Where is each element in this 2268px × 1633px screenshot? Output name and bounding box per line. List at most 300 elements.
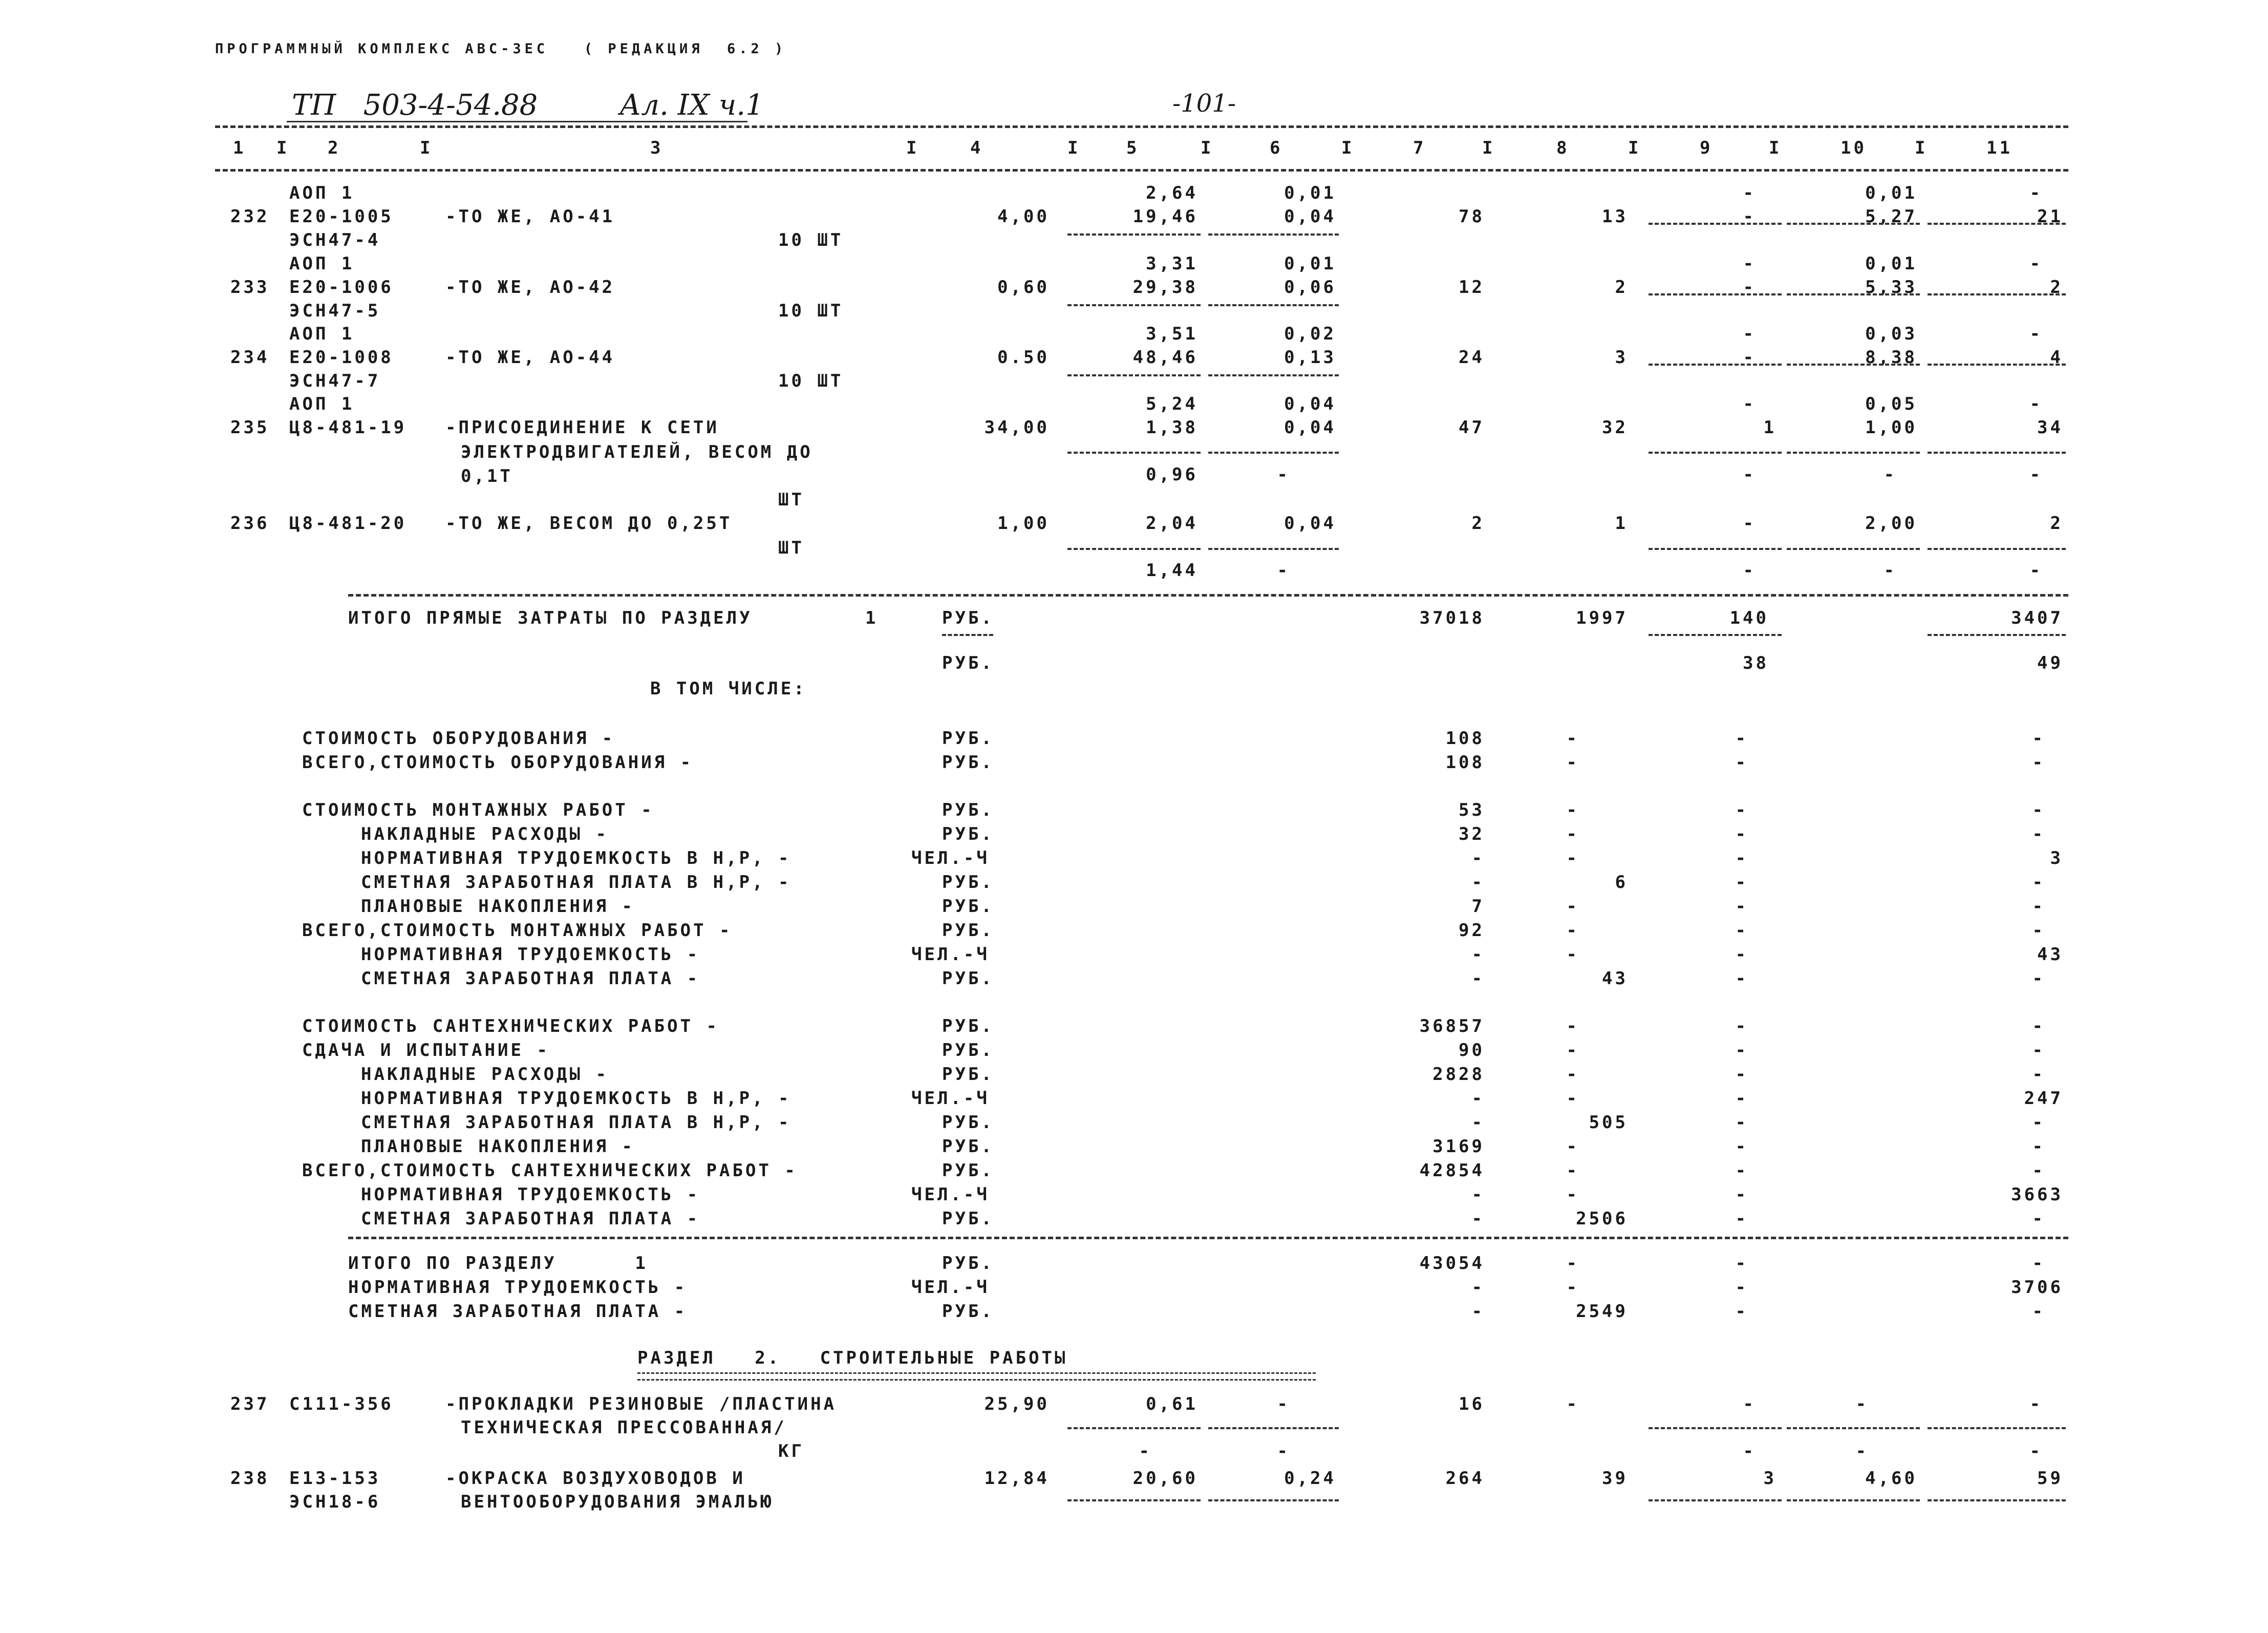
row-dash: [1787, 293, 1920, 295]
row-c8: 3: [1615, 347, 1628, 368]
row-subcode: ЭСН47-4: [289, 230, 381, 250]
summary-c11: 43: [2037, 944, 2063, 965]
row-c8: 39: [1602, 1468, 1628, 1489]
section-2-underline: [637, 1372, 1316, 1381]
row-unit: 10 ШТ: [778, 230, 844, 250]
row-dash: [1067, 304, 1201, 306]
row-c5a: 2,04: [1146, 513, 1198, 534]
summary-c11: -: [2032, 896, 2045, 917]
row-c11a: 59: [2037, 1468, 2063, 1489]
summary-c8: -: [1566, 1040, 1579, 1061]
row-dash: [1208, 234, 1339, 236]
row-dash: [1787, 452, 1920, 454]
row-c10a: 0,01: [1865, 183, 1917, 203]
summary-c11: -: [2032, 800, 2045, 820]
summary-c7: 92: [1459, 920, 1485, 941]
summary-unit: РУБ.: [942, 896, 994, 917]
album-label: Ал. IX ч.1: [619, 89, 764, 122]
row-unit: ШТ: [778, 490, 804, 510]
summary-unit: РУБ.: [942, 872, 994, 893]
row-description: -ТО ЖЕ, АО-41: [445, 206, 615, 227]
summary-c7: -: [1471, 1184, 1485, 1205]
row-prefix: АОП 1: [289, 324, 355, 344]
summary-label: СМЕТНАЯ ЗАРАБОТНАЯ ПЛАТА -: [361, 968, 700, 989]
row-c10b: 5,27: [1865, 206, 1917, 227]
row-c10b: -: [1884, 560, 1897, 581]
summary-c7: -: [1471, 1112, 1485, 1133]
summary-c8: -: [1566, 1016, 1579, 1036]
column-separator: I: [276, 138, 290, 158]
column-separator: I: [1915, 138, 1928, 158]
summary-c7: 108: [1445, 752, 1485, 773]
row-c5b: 1,38: [1146, 417, 1198, 438]
summary-c8: -: [1566, 1088, 1579, 1109]
row-dash: [1067, 548, 1201, 550]
row-description: -ТО ЖЕ, АО-42: [445, 277, 615, 298]
section-2-title: РАЗДЕЛ 2. СТРОИТЕЛЬНЫЕ РАБОТЫ: [637, 1348, 1068, 1368]
row-code: Е20-1006: [289, 277, 394, 298]
summary-unit: ЧЕЛ.-Ч: [911, 848, 990, 868]
summary-label: ПЛАНОВЫЕ НАКОПЛЕНИЯ -: [361, 1136, 635, 1157]
row-quantity: 0.50: [997, 347, 1050, 368]
row-c6a: 0,04: [1284, 394, 1336, 414]
row-dash: [1928, 452, 2066, 454]
row-quantity: 1,00: [997, 513, 1050, 534]
total-direct-dash: [942, 634, 993, 636]
summary-unit: РУБ.: [942, 752, 994, 773]
row-dash: [1208, 1499, 1339, 1501]
total-direct-label: ИТОГО ПРЯМЫЕ ЗАТРАТЫ ПО РАЗДЕЛУ: [348, 608, 753, 628]
row-c6b: -: [1277, 560, 1290, 581]
row-c11a: -: [2029, 183, 2043, 203]
column-number: 5: [1126, 138, 1140, 158]
summary-c11: -: [2032, 728, 2045, 749]
column-separator: I: [1067, 138, 1081, 158]
row-quantity: 12,84: [984, 1468, 1050, 1489]
row-c8: 1: [1615, 513, 1628, 534]
summary-c8: -: [1566, 896, 1579, 917]
row-dash: [1208, 1427, 1339, 1429]
row-dash: [1067, 452, 1201, 454]
summary-c11: -: [2032, 968, 2045, 989]
summary-c11: -: [2032, 1136, 2045, 1157]
row-dash: [1928, 1427, 2066, 1429]
row-number: 236: [230, 513, 270, 534]
row-c9b: -: [1743, 347, 1756, 368]
column-number: 8: [1556, 138, 1570, 158]
summary-c8: 43: [1602, 968, 1628, 989]
row-unit: 10 ШТ: [778, 301, 844, 321]
row-c7: 78: [1459, 206, 1485, 227]
summary-unit: РУБ.: [942, 1160, 994, 1181]
row-number: 235: [230, 417, 270, 438]
row-c9c: -: [1743, 464, 1756, 485]
section-total-c11: -: [2032, 1301, 2045, 1322]
summary-label: СДАЧА И ИСПЫТАНИЕ -: [302, 1040, 550, 1061]
row-dash: [1787, 364, 1920, 366]
row-prefix: АОП 1: [289, 394, 355, 414]
row-c11a: -: [2029, 253, 2043, 274]
row-c5a: 3,31: [1146, 253, 1198, 274]
row-c9b: 1: [1763, 417, 1777, 438]
row-c7: 24: [1459, 347, 1485, 368]
summary-c7: -: [1471, 1208, 1485, 1229]
row-quantity: 25,90: [984, 1394, 1050, 1414]
row-prefix: АОП 1: [289, 253, 355, 274]
column-number: 9: [1700, 138, 1713, 158]
row-dash: [1928, 548, 2066, 550]
total-direct-c11b: 49: [2037, 653, 2063, 673]
summary-label: СТОИМОСТЬ САНТЕХНИЧЕСКИХ РАБОТ -: [302, 1016, 720, 1036]
summary-c11: -: [2032, 1112, 2045, 1133]
row-code: Е20-1005: [289, 206, 394, 227]
row-c9b: -: [1743, 206, 1756, 227]
column-separator: I: [1341, 138, 1355, 158]
row-c6b: 0,04: [1284, 417, 1336, 438]
summary-unit: РУБ.: [942, 728, 994, 749]
row-dash: [1649, 548, 1782, 550]
row-dash: [1208, 374, 1339, 376]
summary-label: ВСЕГО,СТОИМОСТЬ САНТЕХНИЧЕСКИХ РАБОТ -: [302, 1160, 798, 1181]
program-title: ПРОГРАММНЫЙ КОМПЛЕКС АВС-3ЕС ( РЕДАКЦИЯ 6.2 ): [215, 41, 787, 57]
row-unit: 10 ШТ: [778, 371, 844, 391]
row-description: 0,1Т: [461, 466, 513, 486]
summary-c9: -: [1735, 1184, 1748, 1205]
summary-c8: -: [1566, 824, 1579, 844]
row-quantity: 0,60: [997, 277, 1050, 298]
total-direct-dash: [1928, 634, 2066, 636]
column-separator: I: [1769, 138, 1782, 158]
row-c10a: 2,00: [1865, 513, 1917, 534]
summary-unit: РУБ.: [942, 824, 994, 844]
row-c7: 47: [1459, 417, 1485, 438]
section-total-c7: -: [1471, 1277, 1485, 1298]
summary-c9: -: [1735, 728, 1748, 749]
summary-c11: -: [2032, 872, 2045, 893]
top-rule: [215, 125, 2068, 128]
summary-c9: -: [1735, 896, 1748, 917]
row-c5a: 2,64: [1146, 183, 1198, 203]
row-c7: 12: [1459, 277, 1485, 298]
row-dash: [1067, 374, 1201, 376]
row-dash: [1067, 234, 1201, 236]
column-separator: I: [1628, 138, 1641, 158]
column-number: 6: [1270, 138, 1283, 158]
section-total-label: ИТОГО ПО РАЗДЕЛУ 1: [348, 1253, 648, 1274]
row-c10b: 8,38: [1865, 347, 1917, 368]
column-number: 11: [1986, 138, 2013, 158]
summary-c9: -: [1735, 1208, 1748, 1229]
summary-label: ПЛАНОВЫЕ НАКОПЛЕНИЯ -: [361, 896, 635, 917]
summary-c7: -: [1471, 848, 1485, 868]
row-c9a: 3: [1763, 1468, 1777, 1489]
summary-c9: -: [1735, 1040, 1748, 1061]
summary-label: СМЕТНАЯ ЗАРАБОТНАЯ ПЛАТА В Н,Р, -: [361, 872, 791, 893]
summary-unit: РУБ.: [942, 1040, 994, 1061]
row-code: Ц8-481-19: [289, 417, 407, 438]
row-c11b: 21: [2037, 206, 2063, 227]
summary-c9: -: [1735, 872, 1748, 893]
row-c11b: 2: [2050, 277, 2063, 298]
summary-c7: 108: [1445, 728, 1485, 749]
row-c6a: 0,01: [1284, 253, 1336, 274]
row-c6a: 0,24: [1284, 1468, 1336, 1489]
summary-c11: -: [2032, 1064, 2045, 1085]
section-total-c8: -: [1566, 1277, 1579, 1298]
summary-c8: -: [1566, 944, 1579, 965]
row-dash: [1649, 452, 1782, 454]
row-dash: [1067, 1427, 1201, 1429]
row-code: Е13-153: [289, 1468, 381, 1489]
row-c9b: -: [1743, 1441, 1756, 1461]
summary-c9: -: [1735, 944, 1748, 965]
summary-label: СТОИМОСТЬ ОБОРУДОВАНИЯ -: [302, 728, 615, 749]
column-number: 1: [233, 138, 246, 158]
row-subcode: ЭСН18-6: [289, 1492, 381, 1512]
summary-label: НОРМАТИВНАЯ ТРУДОЕМКОСТЬ В Н,Р, -: [361, 848, 791, 868]
section-total-c11: -: [2032, 1253, 2045, 1274]
summary-c8: -: [1566, 1136, 1579, 1157]
summary-label: НАКЛАДНЫЕ РАСХОДЫ -: [361, 1064, 609, 1085]
summary-label: ВСЕГО,СТОИМОСТЬ ОБОРУДОВАНИЯ -: [302, 752, 694, 773]
section-total-c9: -: [1735, 1301, 1748, 1322]
row-c6a: 0,02: [1284, 324, 1336, 344]
row-dash: [1649, 364, 1782, 366]
section-total-c9: -: [1735, 1277, 1748, 1298]
row-quantity: 4,00: [997, 206, 1050, 227]
row-description: ВЕНТООБОРУДОВАНИЯ ЭМАЛЬЮ: [461, 1492, 774, 1512]
row-c10a: 0,01: [1865, 253, 1917, 274]
column-separator: I: [1201, 138, 1214, 158]
summary-c7: -: [1471, 944, 1485, 965]
row-c10a: 4,60: [1865, 1468, 1917, 1489]
summary-c7: 2828: [1432, 1064, 1485, 1085]
row-dash: [1649, 223, 1782, 225]
row-c8: 13: [1602, 206, 1628, 227]
row-c5a: 20,60: [1132, 1468, 1198, 1489]
row-c8: 32: [1602, 417, 1628, 438]
row-description: -ТО ЖЕ, АО-44: [445, 347, 615, 368]
row-description: ТЕХНИЧЕСКАЯ ПРЕССОВАННАЯ/: [461, 1417, 787, 1438]
summary-label: СМЕТНАЯ ЗАРАБОТНАЯ ПЛАТА В Н,Р, -: [361, 1112, 791, 1133]
row-c6a: 0,04: [1284, 513, 1336, 534]
summary-c11: -: [2032, 1208, 2045, 1229]
row-c8: 2: [1615, 277, 1628, 298]
column-number: 3: [650, 138, 664, 158]
section-total-c11: 3706: [2011, 1277, 2063, 1298]
summary-label: НОРМАТИВНАЯ ТРУДОЕМКОСТЬ -: [361, 1184, 700, 1205]
summary-label: НОРМАТИВНАЯ ТРУДОЕМКОСТЬ В Н,Р, -: [361, 1088, 791, 1109]
summary-unit: ЧЕЛ.-Ч: [911, 944, 990, 965]
row-c5a: 5,24: [1146, 394, 1198, 414]
row-dash: [1649, 293, 1782, 295]
row-number: 232: [230, 206, 270, 227]
row-c5a: 3,51: [1146, 324, 1198, 344]
row-c6c: -: [1277, 464, 1290, 485]
row-c11b: -: [2029, 560, 2043, 581]
row-description: -ТО ЖЕ, ВЕСОМ ДО 0,25Т: [445, 513, 733, 534]
summary-c11: -: [2032, 752, 2045, 773]
summary-c7: 3169: [1432, 1136, 1485, 1157]
summary-c7: -: [1471, 968, 1485, 989]
total-direct-unit-2: РУБ.: [942, 653, 994, 673]
row-code: Ц8-481-20: [289, 513, 407, 534]
summary-c8: 2506: [1576, 1208, 1628, 1229]
including-label: В ТОМ ЧИСЛЕ:: [650, 678, 807, 699]
row-c9a: -: [1743, 513, 1756, 534]
doc-code: ТП 503-4-54.88: [292, 89, 538, 122]
summary-label: СТОИМОСТЬ МОНТАЖНЫХ РАБОТ -: [302, 800, 654, 820]
section-total-label: НОРМАТИВНАЯ ТРУДОЕМКОСТЬ -: [348, 1277, 688, 1298]
summary-c9: -: [1735, 848, 1748, 868]
column-number: 10: [1841, 138, 1867, 158]
row-c5b: 48,46: [1132, 347, 1198, 368]
row-c7: 16: [1459, 1394, 1485, 1414]
summary-c11: -: [2032, 1016, 2045, 1036]
row-description: -ПРОКЛАДКИ РЕЗИНОВЫЕ /ПЛАСТИНА: [445, 1394, 837, 1414]
summary-c8: -: [1566, 1184, 1579, 1205]
row-c6b: 0,13: [1284, 347, 1336, 368]
summary-c11: 3: [2050, 848, 2063, 868]
row-c11a: -: [2029, 324, 2043, 344]
summary-c11: -: [2032, 920, 2045, 941]
summary-c7: 90: [1459, 1040, 1485, 1061]
row-c11a: 2: [2050, 513, 2063, 534]
section-total-unit: ЧЕЛ.-Ч: [911, 1277, 990, 1298]
section-total-rule: [348, 1237, 2068, 1239]
summary-c11: 3663: [2011, 1184, 2063, 1205]
column-separator: I: [420, 138, 433, 158]
section-total-c8: -: [1566, 1253, 1579, 1274]
row-description: -ПРИСОЕДИНЕНИЕ К СЕТИ: [445, 417, 719, 438]
summary-c9: -: [1735, 1112, 1748, 1133]
row-c5b: 19,46: [1132, 206, 1198, 227]
summary-c9: -: [1735, 824, 1748, 844]
row-c10c: -: [1884, 464, 1897, 485]
row-c9b: -: [1743, 277, 1756, 298]
section-total-c7: 43054: [1419, 1253, 1485, 1274]
summary-unit: РУБ.: [942, 800, 994, 820]
row-c9a: -: [1743, 253, 1756, 274]
row-subcode: ЭСН47-7: [289, 371, 381, 391]
summary-unit: РУБ.: [942, 1016, 994, 1036]
row-c10b: 1,00: [1865, 417, 1917, 438]
row-c6b: 0,04: [1284, 206, 1336, 227]
summary-c7: 42854: [1419, 1160, 1485, 1181]
summary-c11: -: [2032, 824, 2045, 844]
row-dash: [1649, 1427, 1782, 1429]
summary-c9: -: [1735, 1088, 1748, 1109]
row-c8: -: [1566, 1394, 1579, 1414]
total-direct-section: 1: [865, 608, 879, 628]
row-unit: КГ: [778, 1441, 804, 1461]
row-c5b: 29,38: [1132, 277, 1198, 298]
total-direct-c9b: 38: [1743, 653, 1769, 673]
column-separator: I: [1482, 138, 1495, 158]
summary-unit: РУБ.: [942, 1064, 994, 1085]
total-direct-c9a: 140: [1729, 608, 1769, 628]
row-c11a: -: [2029, 1394, 2043, 1414]
total-direct-c11a: 3407: [2011, 608, 2063, 628]
row-dash: [1208, 548, 1339, 550]
row-dash: [1649, 1499, 1782, 1501]
row-c10b: 5,33: [1865, 277, 1917, 298]
summary-label: ВСЕГО,СТОИМОСТЬ МОНТАЖНЫХ РАБОТ -: [302, 920, 733, 941]
row-dash: [1928, 1499, 2066, 1501]
summary-c7: 7: [1471, 896, 1485, 917]
row-quantity: 34,00: [984, 417, 1050, 438]
section-total-c7: -: [1471, 1301, 1485, 1322]
header-rule: [215, 169, 2068, 172]
row-c5a: 0,61: [1146, 1394, 1198, 1414]
row-description: ЭЛЕКТРОДВИГАТЕЛЕЙ, ВЕСОМ ДО: [461, 442, 813, 462]
row-c10a: 0,03: [1865, 324, 1917, 344]
summary-c9: -: [1735, 1160, 1748, 1181]
summary-unit: РУБ.: [942, 1136, 994, 1157]
row-c9a: -: [1743, 183, 1756, 203]
column-separator: I: [906, 138, 919, 158]
total-direct-c7: 37018: [1419, 608, 1485, 628]
summary-c8: -: [1566, 1064, 1579, 1085]
summary-c11: -: [2032, 1040, 2045, 1061]
summary-c9: -: [1735, 1136, 1748, 1157]
summary-c7: -: [1471, 1088, 1485, 1109]
row-c5c: 0,96: [1146, 464, 1198, 485]
column-number: 2: [328, 138, 341, 158]
row-dash: [1067, 1499, 1201, 1501]
row-c10a: 0,05: [1865, 394, 1917, 414]
row-c6a: 0,01: [1284, 183, 1336, 203]
summary-label: СМЕТНАЯ ЗАРАБОТНАЯ ПЛАТА -: [361, 1208, 700, 1229]
row-c10b: -: [1855, 1441, 1869, 1461]
row-dash: [1928, 293, 2066, 295]
row-c11b: 4: [2050, 347, 2063, 368]
row-dash: [1208, 452, 1339, 454]
row-dash: [1787, 548, 1920, 550]
summary-unit: ЧЕЛ.-Ч: [911, 1088, 990, 1109]
row-number: 233: [230, 277, 270, 298]
row-c11c: -: [2029, 464, 2043, 485]
summary-c9: -: [1735, 752, 1748, 773]
summary-c9: -: [1735, 968, 1748, 989]
section-total-c9: -: [1735, 1253, 1748, 1274]
summary-c8: -: [1566, 728, 1579, 749]
summary-c8: 6: [1615, 872, 1628, 893]
row-c10a: -: [1855, 1394, 1869, 1414]
summary-unit: РУБ.: [942, 968, 994, 989]
summary-c7: -: [1471, 872, 1485, 893]
row-prefix: АОП 1: [289, 183, 355, 203]
summary-c9: -: [1735, 920, 1748, 941]
row-c7: 264: [1445, 1468, 1485, 1489]
summary-c8: -: [1566, 920, 1579, 941]
row-subcode: ЭСН47-5: [289, 301, 381, 321]
summary-c11: 247: [2024, 1088, 2063, 1109]
summary-unit: ЧЕЛ.-Ч: [911, 1184, 990, 1205]
section-rule: [348, 594, 2068, 597]
row-description: -ОКРАСКА ВОЗДУХОВОДОВ И: [445, 1468, 745, 1489]
summary-unit: РУБ.: [942, 920, 994, 941]
row-c9a: -: [1743, 324, 1756, 344]
summary-c8: -: [1566, 800, 1579, 820]
summary-c9: -: [1735, 1016, 1748, 1036]
section-total-c8: 2549: [1576, 1301, 1628, 1322]
row-c9a: -: [1743, 394, 1756, 414]
summary-label: НАКЛАДНЫЕ РАСХОДЫ -: [361, 824, 609, 844]
doc-code-underline: [287, 121, 747, 122]
row-unit: ШТ: [778, 538, 804, 558]
summary-c8: -: [1566, 752, 1579, 773]
